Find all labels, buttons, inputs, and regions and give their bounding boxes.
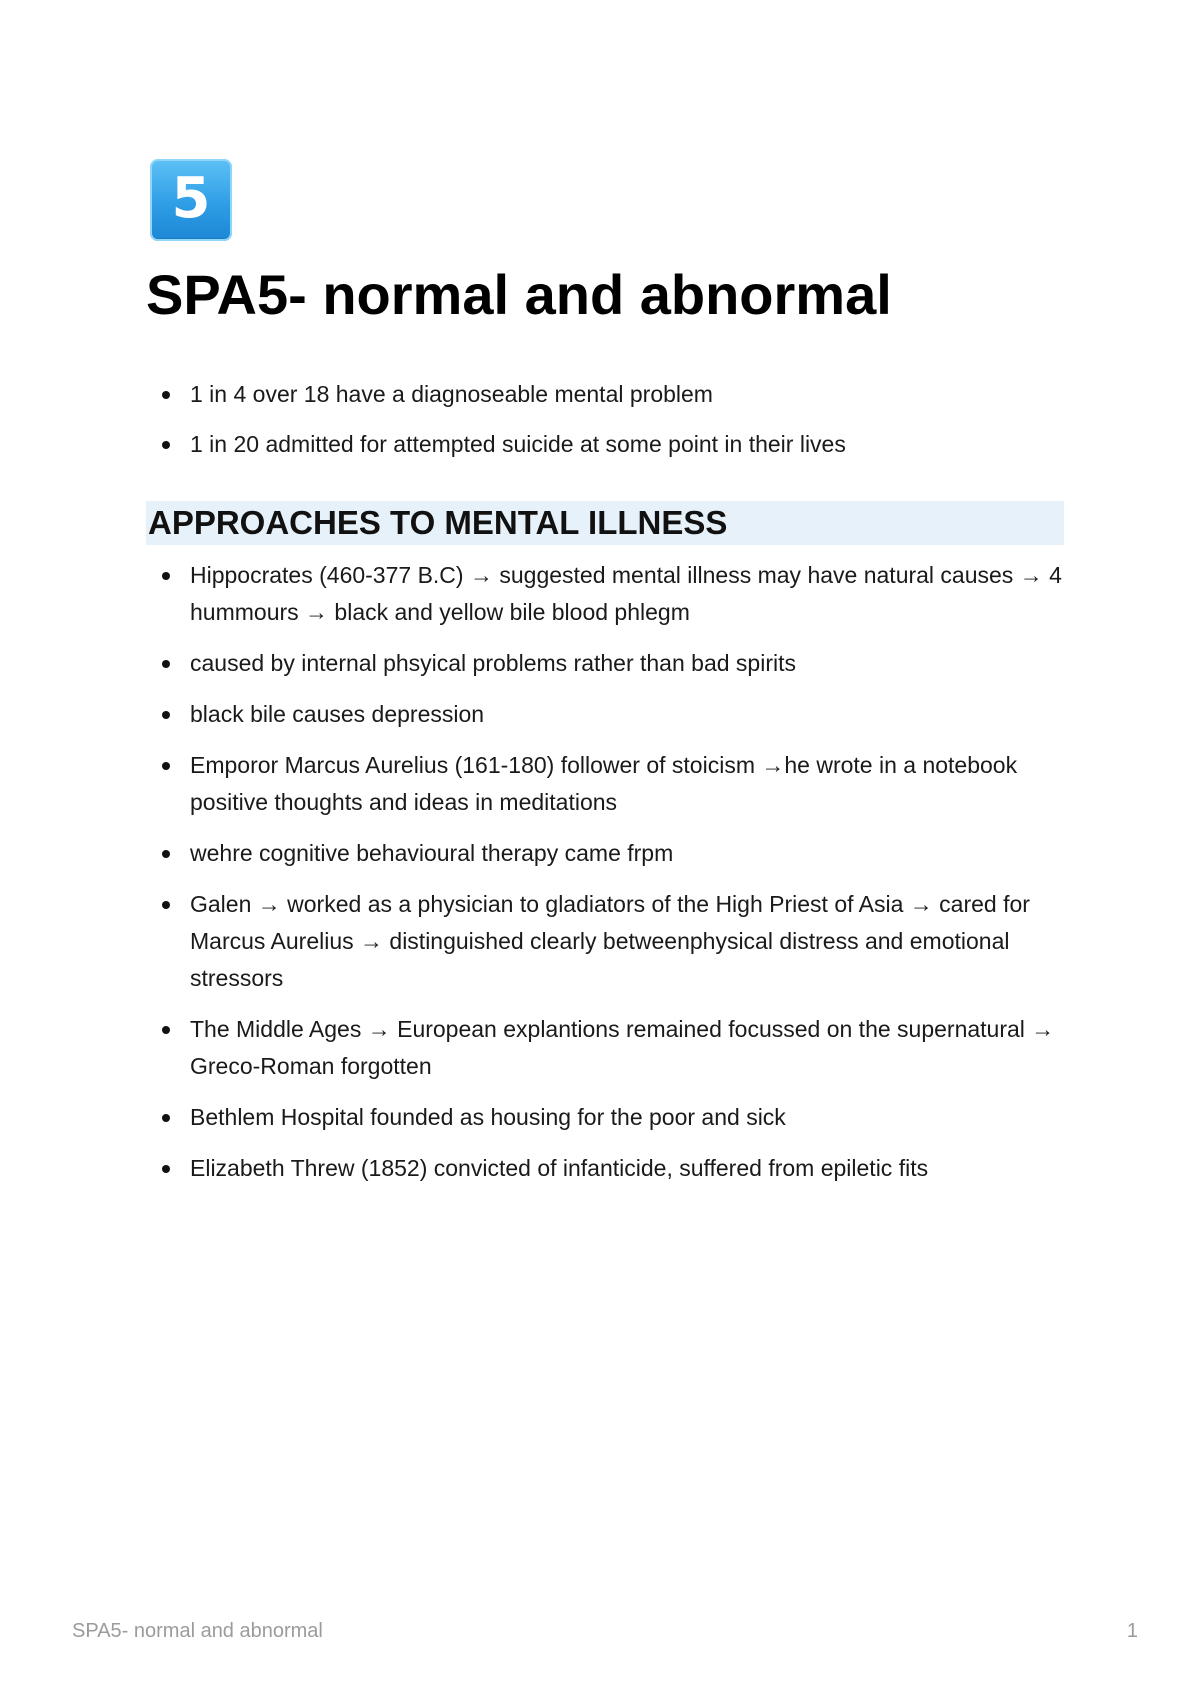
list-item: 1 in 4 over 18 have a diagnoseable mental problem [146,376,1066,413]
section-heading: APPROACHES TO MENTAL ILLNESS [146,501,1064,545]
list-item: black bile causes depression [146,696,1066,733]
list-item: 1 in 20 admitted for attempted suicide at some point in their lives [146,426,1066,463]
list-item: wehre cognitive behavioural therapy came frpm [146,835,1066,872]
footer-page-number: 1 [1126,1620,1138,1642]
approaches-bullet-list [146,557,1066,1201]
footer-document-title: SPA5- normal and abnormal [72,1620,323,1642]
list-item: Bethlem Hospital founded as housing for the poor and sick [146,1099,1066,1136]
list-item: Galen → worked as a physician to gladiators of the High Priest of Asia → cared for Marcus Aurelius → distinguished clearly betweenphysical distress and emotional stressors [146,886,1066,997]
list-item: Elizabeth Threw (1852) convicted of infanticide, suffered from epiletic fits [146,1150,1066,1187]
page-title: SPA5- normal and abnormal [146,263,892,326]
list-item: Hippocrates (460-377 B.C) → suggested mental illness may have natural causes → 4 hummours → black and yellow bile blood phlegm [146,557,1066,631]
list-item: The Middle Ages → European explantions remained focussed on the supernatural → Greco-Roman forgotten [146,1011,1066,1085]
list-item: caused by internal phsyical problems rather than bad spirits [146,645,1066,682]
keycap-five-glyph: 5 [171,166,211,231]
keycap-five-icon [150,159,232,241]
list-item: Emporor Marcus Aurelius (161-180) follower of stoicism →he wrote in a notebook positive thoughts and ideas in meditations [146,747,1066,821]
intro-bullet-list [146,376,1066,476]
